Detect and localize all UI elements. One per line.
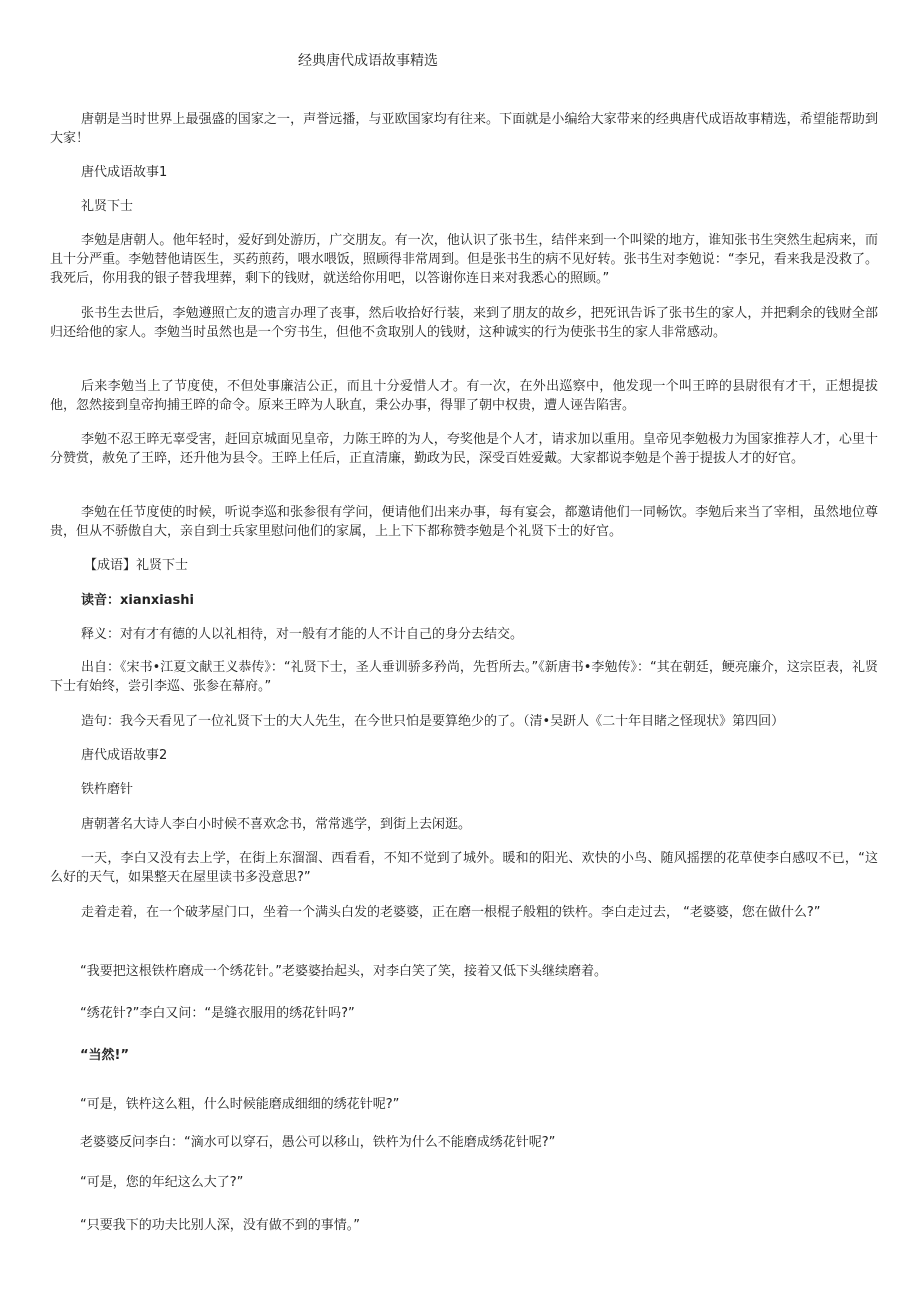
story-paragraph: 唐朝著名大诗人李白小时候不喜欢念书，常常逃学，到街上去闲逛。 — [81, 817, 472, 832]
dialogue-line: “可是，您的年纪这么大了?” — [80, 1175, 244, 1190]
intro-paragraph: 唐朝是当时世界上最强盛的国家之一，声誉远播，与亚欧国家均有往来。下面就是小编给大家带来的经典唐代成语故事精选，希望能帮助到大家！ — [50, 112, 878, 146]
idiom-heading: 【成语】礼贤下士 — [84, 558, 189, 573]
dialogue-line: “绣花针?”李白又问：“是缝衣服用的绣花针吗?” — [80, 1006, 355, 1021]
story-title-2: 铁杵磨针 — [81, 782, 134, 797]
story-title-1: 礼贤下士 — [81, 199, 134, 214]
story-paragraph: 一天，李白又没有去上学，在街上东溜溜、西看看，不知不觉到了城外。暖和的阳光、欢快的小鸟、随风摇摆的花草使李白感叹不已，“这么好的天气，如果整天在屋里读书多没意思?” — [50, 851, 878, 885]
story-paragraph: 走着走着，在一个破茅屋门口，坐着一个满头白发的老婆婆，正在磨一根棍子般粗的铁杵。李白走过去， “老婆婆，您在做什么?” — [81, 905, 821, 920]
document-title: 经典唐代成语故事精选 — [298, 53, 438, 69]
idiom-source: 出自：《宋书•江夏文献王义恭传》：“礼贤下士，圣人垂训骄多矜尚，先哲所去。”《新唐书•李勉传》：“其在朝廷，鲠亮廉介，这宗臣表，礼贤下士有始终，尝引李巡、张参在幕府。” — [50, 660, 878, 694]
idiom-example: 造句：我今天看见了一位礼贤下士的大人先生，在今世只怕是要算绝少的了。（清•吴趼人《二十年目睹之怪现状》第四回） — [81, 714, 785, 729]
dialogue-line: “可是，铁杵这么粗，什么时候能磨成细细的绣花针呢?” — [80, 1097, 400, 1112]
story-paragraph: 后来李勉当上了节度使，不但处事廉洁公正，而且十分爱惜人才。有一次，在外出巡察中，他发现一个叫王晬的县尉很有才干，正想提拔他，忽然接到皇帝拘捕王晬的命令。原来王晬为人耿直，秉公办事，得罪了朝中权贵，遭人诬告陷害。 — [50, 379, 878, 413]
section-heading-1: 唐代成语故事1 — [81, 165, 168, 180]
dialogue-line: “只要我下的功夫比别人深，没有做不到的事情。” — [80, 1218, 360, 1233]
idiom-pronunciation: 读音：xianxiashi — [81, 593, 194, 608]
story-paragraph: 李勉是唐朝人。他年轻时，爱好到处游历，广交朋友。有一次，他认识了张书生，结伴来到一个叫梁的地方，谁知张书生突然生起病来，而且十分严重。李勉替他请医生，买药煎药，喂水喂饭，照顾得非常周到。但是张书生的病不见好转。张书生对李勉说：“李兄，看来我是没救了。我死后，你用我的银子替我埋葬，剩下的钱财，就送给你用吧，以答谢你连日来对我悉心的照顾。” — [50, 233, 878, 286]
story-paragraph: 李勉不忍王晬无辜受害，赶回京城面见皇帝，力陈王晬的为人，夸奖他是个人才，请求加以重用。皇帝见李勉极力为国家推荐人才，心里十分赞赏，赦免了王晬，还升他为县令。王晬上任后，正直清廉，勤政为民，深受百姓爱戴。大家都说李勉是个善于提拔人才的好官。 — [50, 432, 878, 466]
dialogue-line: “当然!” — [80, 1048, 130, 1063]
section-heading-2: 唐代成语故事2 — [81, 748, 168, 763]
story-paragraph: 张书生去世后，李勉遵照亡友的遗言办理了丧事，然后收拾好行装，来到了朋友的故乡，把死讯告诉了张书生的家人，并把剩余的钱财全部归还给他的家人。李勉当时虽然也是一个穷书生，但他不贪取别人的钱财，这种诚实的行为使张书生的家人非常感动。 — [50, 306, 878, 340]
story-paragraph: 李勉在任节度使的时候，听说李巡和张参很有学问，便请他们出来办事，每有宴会，都邀请他们一同畅饮。李勉后来当了宰相，虽然地位尊贵，但从不骄傲自大，亲自到士兵家里慰问他们的家属，上上下下都称赞李勉是个礼贤下士的好官。 — [50, 505, 878, 539]
dialogue-line: 老婆婆反问李白：“滴水可以穿石，愚公可以移山，铁杵为什么不能磨成绣花针呢?” — [80, 1135, 556, 1150]
dialogue-line: “我要把这根铁杵磨成一个绣花针。”老婆婆抬起头，对李白笑了笑，接着又低下头继续磨着。 — [80, 964, 607, 979]
idiom-meaning: 释义：对有才有德的人以礼相待，对一般有才能的人不计自己的身分去结交。 — [81, 627, 524, 642]
